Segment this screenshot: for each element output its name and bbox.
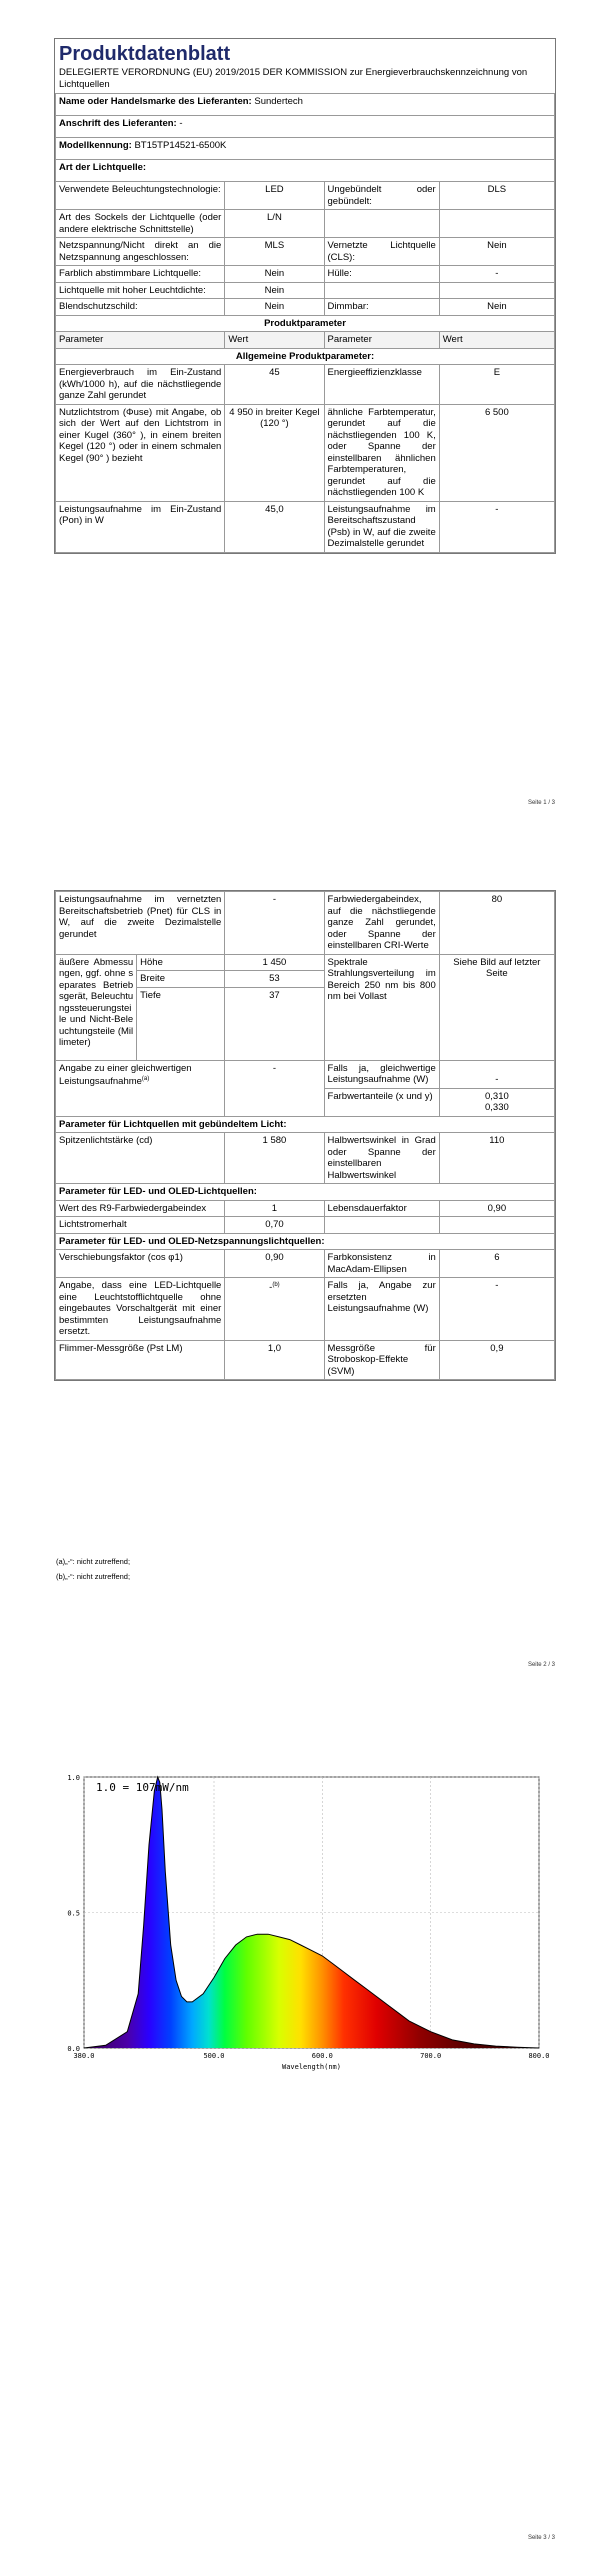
model-row bbox=[56, 138, 555, 160]
chart-title: 1.0 = 107mW/nm bbox=[96, 1781, 189, 1794]
spectrum-chart bbox=[54, 1765, 554, 2080]
param-label: ähnliche Farbtemperatur, gerundet auf die nächstliegenden 100 K, oder Spanne der einstellbaren ähnlichen Farbtemperaturen, gerundet auf die nächstliegenden 100 K bbox=[324, 404, 439, 501]
param-value: - bbox=[439, 1278, 554, 1341]
param-label: Wert des R9-Farbwiedergabeindex bbox=[56, 1200, 225, 1217]
y-tick-label: 0.5 bbox=[67, 1909, 80, 1918]
type-value bbox=[439, 282, 554, 299]
type-param: Netzspannung/Nicht direkt an die Netzspannung angeschlossen: bbox=[56, 238, 225, 266]
type-param: Farblich abstimmbare Lichtquelle: bbox=[56, 266, 225, 283]
type-row bbox=[56, 299, 555, 316]
type-value: Nein bbox=[225, 282, 324, 299]
x-tick-label: 700.0 bbox=[420, 2052, 442, 2060]
x-tick-label: 500.0 bbox=[203, 2052, 225, 2060]
param-label: Falls ja, gleichwertige Leistungsaufnahme (W) bbox=[324, 1060, 439, 1088]
param-label bbox=[324, 1217, 439, 1234]
type-param: Hülle: bbox=[324, 266, 439, 283]
type-param bbox=[324, 282, 439, 299]
param-value: - bbox=[439, 501, 554, 552]
x-tick-label: 600.0 bbox=[311, 2052, 333, 2060]
general-params-title: Allgemeine Produktparameter: bbox=[56, 348, 555, 365]
supplier-name-row bbox=[56, 94, 555, 116]
param-label: Halbwertswinkel in Grad oder Spanne der einstellbaren Halbwertswinkel bbox=[324, 1133, 439, 1184]
param-label: Spitzenlichtstärke (cd) bbox=[56, 1133, 225, 1184]
param-label: Energieverbrauch im Ein-Zustand (kWh/1000 h), auf die nächstliegende ganze Zahl gerundet bbox=[56, 365, 225, 405]
x-tick-label: 380.0 bbox=[73, 2052, 95, 2060]
light-source-type-row bbox=[56, 160, 555, 182]
type-param: Blendschutzschild: bbox=[56, 299, 225, 316]
chroma-label: Farbwertanteile (x und y) bbox=[324, 1088, 439, 1116]
dims-label: äußere Abmessungen, ggf. ohne separates Betriebsgerät, Beleuchtungssteuerungsteile und Nicht-Beleuchtungsteile (Millimeter) bbox=[56, 954, 137, 1060]
param-value: 4 950 in breiter Kegel (120 °) bbox=[225, 404, 324, 501]
type-value: Nein bbox=[225, 299, 324, 316]
param-row bbox=[56, 1217, 555, 1234]
dim-name: Höhe bbox=[137, 954, 225, 971]
supplier-address-row bbox=[56, 116, 555, 138]
led-title: Parameter für LED- und OLED-Lichtquellen: bbox=[56, 1184, 555, 1201]
param-row bbox=[56, 501, 555, 552]
footnote-a: (a)„-“: nicht zutreffend; bbox=[56, 1557, 131, 1566]
equiv-row bbox=[56, 1060, 555, 1088]
type-param: Art des Sockels der Lichtquelle (oder andere elektrische Schnittstelle) bbox=[56, 210, 225, 238]
param-value: 110 bbox=[439, 1133, 554, 1184]
model-label: Modellkennung: bbox=[59, 140, 132, 151]
dim-value: 1 450 bbox=[225, 954, 324, 971]
page-title: Produktdatenblatt bbox=[59, 43, 231, 65]
param-value: 0,70 bbox=[225, 1217, 324, 1234]
page-1 bbox=[0, 0, 603, 820]
supplier-table bbox=[55, 93, 555, 553]
type-value bbox=[439, 210, 554, 238]
chroma-value bbox=[439, 1088, 554, 1116]
type-param: Verwendete Beleuchtungstechnologie: bbox=[56, 182, 225, 210]
section-row bbox=[56, 1233, 555, 1250]
param-value: - bbox=[225, 892, 324, 955]
param-value: 1,0 bbox=[225, 1340, 324, 1380]
equiv-label bbox=[56, 1060, 225, 1116]
param-value: 0,90 bbox=[439, 1200, 554, 1217]
light-source-type-label: Art der Lichtquelle: bbox=[56, 160, 555, 182]
param-label: Lebensdauerfaktor bbox=[324, 1200, 439, 1217]
supplier-name-label: Name oder Handelsmarke des Lieferanten: bbox=[59, 96, 252, 107]
type-param: Dimmbar: bbox=[324, 299, 439, 316]
section-row bbox=[56, 1184, 555, 1201]
type-value: L/N bbox=[225, 210, 324, 238]
param-value: 45,0 bbox=[225, 501, 324, 552]
param-row bbox=[56, 404, 555, 501]
type-value: - bbox=[439, 266, 554, 283]
param-row bbox=[56, 1250, 555, 1278]
page-2 bbox=[0, 880, 603, 1700]
param-label: Falls ja, Angabe zur ersetzten Leistungsaufnahme (W) bbox=[324, 1278, 439, 1341]
param-value: 80 bbox=[439, 892, 554, 955]
y-tick-label: 0.0 bbox=[67, 2045, 80, 2053]
type-row bbox=[56, 282, 555, 299]
type-value: DLS bbox=[439, 182, 554, 210]
chroma-x: 0,310 bbox=[484, 1090, 509, 1102]
param-label: Angabe, dass eine LED-Lichtquelle eine Leuchtstofflichtquelle ohne eingebautes Vorschaltgerät mit einer bestimmten Leistungsaufnahme ersetzt. bbox=[56, 1278, 225, 1341]
params-table-2 bbox=[55, 891, 555, 1380]
param-value: 45 bbox=[225, 365, 324, 405]
param-label: Leistungsaufnahme im Bereitschaftszustand (Psb) in W, auf die zweite Dezimalstelle gerundet bbox=[324, 501, 439, 552]
param-row bbox=[56, 892, 555, 955]
col-header-param: Parameter bbox=[56, 332, 225, 349]
type-row bbox=[56, 266, 555, 283]
type-value: Nein bbox=[225, 266, 324, 283]
section-row bbox=[56, 1116, 555, 1133]
param-label: Farbwiedergabeindex, auf die nächstliegende ganze Zahl gerundet, oder Spanne der einstellbaren CRI-Werte bbox=[324, 892, 439, 955]
page-number: Seite 2 / 3 bbox=[527, 1662, 555, 1668]
param-row bbox=[56, 1278, 555, 1341]
x-axis-label: Wavelength(nm) bbox=[281, 2063, 342, 2071]
type-row bbox=[56, 182, 555, 210]
col-header-value: Wert bbox=[225, 332, 324, 349]
param-label: Farbkonsistenz in MacAdam-Ellipsen bbox=[324, 1250, 439, 1278]
type-param bbox=[324, 210, 439, 238]
col-header-param: Parameter bbox=[324, 332, 439, 349]
type-row bbox=[56, 210, 555, 238]
datasheet-page-1 bbox=[54, 38, 556, 554]
footnote-ref: (b) bbox=[272, 1282, 280, 1288]
col-header-value: Wert bbox=[439, 332, 554, 349]
param-label: Nutzlichtstrom (Φuse) mit Angabe, ob sich der Wert auf den Lichtstrom in einer Kugel (360° ), in einem breiten Kegel (120 °) oder in einem schmalen Kegel (90° ) bezieht bbox=[56, 404, 225, 501]
type-param: Lichtquelle mit hoher Leuchtdichte: bbox=[56, 282, 225, 299]
supplier-address-value: - bbox=[179, 118, 183, 129]
param-value: E bbox=[439, 365, 554, 405]
param-label: Lichtstromerhalt bbox=[56, 1217, 225, 1234]
equiv-label-text: Angabe zu einer gleichwertigen Leistungsaufnahme bbox=[59, 1062, 192, 1088]
param-value: 0,90 bbox=[225, 1250, 324, 1278]
param-value: - bbox=[439, 1060, 554, 1088]
dim-name: Breite bbox=[137, 971, 225, 988]
footnote-ref: (a) bbox=[141, 1076, 150, 1082]
product-params-title-row bbox=[56, 315, 555, 332]
param-value bbox=[225, 1278, 324, 1341]
dim-name: Tiefe bbox=[137, 987, 225, 1060]
param-label: Flimmer-Messgröße (Pst LM) bbox=[56, 1340, 225, 1380]
param-label: Leistungsaufnahme im vernetzten Bereitschaftsbetrieb (Pnet) für CLS in W, auf die zweite Dezimalstelle gerundet bbox=[56, 892, 225, 955]
model-value: BT15TP14521-6500K bbox=[134, 140, 227, 151]
type-value: Nein bbox=[439, 238, 554, 266]
directional-title: Parameter für Lichtquellen mit gebündeltem Licht: bbox=[56, 1116, 555, 1133]
page-number: Seite 3 / 3 bbox=[527, 2535, 555, 2541]
param-value: 1 bbox=[225, 1200, 324, 1217]
param-value-text: - bbox=[269, 1282, 273, 1294]
type-value: MLS bbox=[225, 238, 324, 266]
mains-title: Parameter für LED- und OLED-Netzspannungslichtquellen: bbox=[56, 1233, 555, 1250]
dims-row bbox=[56, 954, 555, 971]
equiv-value: - bbox=[225, 1060, 324, 1116]
y-tick-label: 1.0 bbox=[67, 1774, 80, 1782]
product-params-title: Produktparameter bbox=[56, 315, 555, 332]
dim-value: 53 bbox=[225, 971, 324, 988]
type-value: Nein bbox=[439, 299, 554, 316]
spectral-label: Spektrale Strahlungsverteilung im Bereich 250 nm bis 800 nm bei Vollast bbox=[324, 954, 439, 1060]
datasheet-page-2 bbox=[54, 890, 556, 1381]
param-value: 6 bbox=[439, 1250, 554, 1278]
type-row bbox=[56, 238, 555, 266]
param-value: 0,9 bbox=[439, 1340, 554, 1380]
supplier-address-label: Anschrift des Lieferanten: bbox=[59, 118, 177, 129]
param-row bbox=[56, 1133, 555, 1184]
spectrum-chart-svg bbox=[54, 1765, 554, 2080]
x-tick-label: 800.0 bbox=[528, 2052, 550, 2060]
supplier-name-value: Sundertech bbox=[254, 96, 303, 107]
param-label: Verschiebungsfaktor (cos φ1) bbox=[56, 1250, 225, 1278]
param-value bbox=[439, 1217, 554, 1234]
type-param: Ungebündelt oder gebündelt: bbox=[324, 182, 439, 210]
param-row bbox=[56, 1340, 555, 1380]
spectral-value: Siehe Bild auf letzter Seite bbox=[439, 954, 554, 1060]
general-params-title-row bbox=[56, 348, 555, 365]
param-row bbox=[56, 1200, 555, 1217]
footnote-b: (b)„-“: nicht zutreffend; bbox=[56, 1572, 131, 1581]
param-value: 6 500 bbox=[439, 404, 554, 501]
param-label: Energieeffizienzklasse bbox=[324, 365, 439, 405]
type-param: Vernetzte Lichtquelle (CLS): bbox=[324, 238, 439, 266]
chroma-y: 0,330 bbox=[484, 1102, 509, 1113]
param-row bbox=[56, 365, 555, 405]
page-number: Seite 1 / 3 bbox=[527, 800, 555, 806]
dim-value: 37 bbox=[225, 987, 324, 1060]
regulation-subtitle: DELEGIERTE VERORDNUNG (EU) 2019/2015 DER KOMMISSION zur Energieverbrauchskennzeichnung von Lichtquellen bbox=[59, 67, 528, 90]
param-label: Leistungsaufnahme im Ein-Zustand (Pon) in W bbox=[56, 501, 225, 552]
param-label: Messgröße für Stroboskop-Effekte (SVM) bbox=[324, 1340, 439, 1380]
type-value: LED bbox=[225, 182, 324, 210]
params-header-row bbox=[56, 332, 555, 349]
param-value: 1 580 bbox=[225, 1133, 324, 1184]
